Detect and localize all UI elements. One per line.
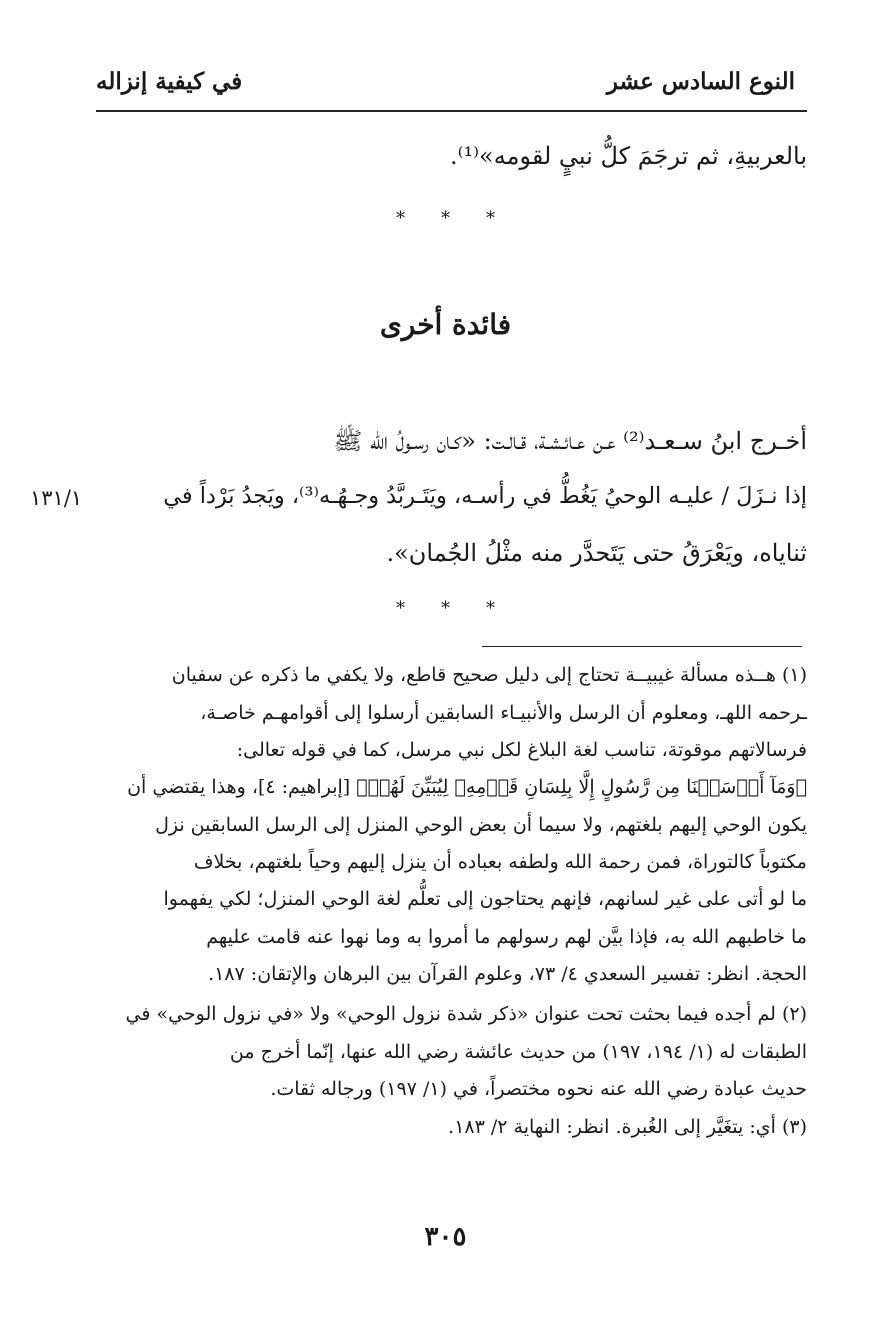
running-header	[96, 68, 795, 108]
stars-divider	[0, 208, 891, 229]
footnote-line: (١) هــذه مسألة غيبيــة تحتاج إلى دليل صحيح قاطع، ولا يكفي ما ذكره عن سفيان	[171, 664, 807, 686]
footnote-line: (٣) أي: يتغَيَّر إلى الغُبرة. انظر: النهاية ٢/ ١٨٣.	[448, 1116, 807, 1138]
main-line: ثناياه، ويَعْرَقُ حتى يَتَحدَّر منه مثْلُ الجُمان».	[386, 539, 807, 567]
footnote-line: الحجة. انظر: تفسير السعدي ٤/ ٧٣، وعلوم القرآن بين البرهان والإتقان: ١٨٧.	[208, 963, 807, 985]
footnote-line: فرسالاتهم موقوتة، تناسب لغة البلاغ لكل نبي مرسل، كما في قوله تعالى:	[236, 739, 807, 761]
footnote-line: (٢) لم أجده فيما بحثت تحت عنوان «ذكر شدة نزول الوحي» ولا «في نزول الوحي» في	[125, 1003, 807, 1025]
star-icon: *	[396, 598, 405, 619]
footnote-line: ما لو أتى على غير لسانهم، فإنهم يحتاجون إلى تعلُّم لغة الوحي المنزل؛ لكي يفهموا	[163, 888, 807, 910]
margin-reference: ١٣١/١	[30, 486, 83, 510]
main-line: أخـرج ابنُ سـعـد⁽²⁾ عـن عـائـشـة، قـالـت: «كـان رسـولُ الله ﷺ	[333, 427, 807, 455]
section-heading: فائدة أخرى	[379, 308, 512, 341]
main-line: إذا نـزَلَ / عليـه الوحيُ يَغُطُّ في رأسـه، ويَتَـربَّدُ وجـهُـه⁽³⁾، ويَجدُ بَرْداً في	[163, 483, 807, 509]
chapter-title: النوع السادس عشر	[606, 68, 795, 95]
star-icon: *	[441, 598, 450, 619]
footnote-line: حديث عبادة رضي الله عنه نحوه مختصراً، في (١/ ١٩٧) ورجاله ثقات.	[270, 1078, 807, 1100]
section-title: في كيفية إنزاله	[96, 68, 243, 95]
footnote-line: ـرحمه اللهـ، ومعلوم أن الرسل والأنبيـاء السابقين أرسلوا إلى أقوامهـم خاصـة،	[200, 702, 807, 724]
page-number: ٣٠٥	[424, 1222, 467, 1252]
footnote-line: ﴿وَمَآ أَرۡسَلۡنَا مِن رَّسُولٍ إِلَّا بِلِسَانِ قَوۡمِهِۦ لِيُبَيِّنَ لَهُمۡ﴾ [إبراهيم: ٤]، وهذا يقتضي أن	[127, 776, 807, 798]
footnote-line: يكون الوحي إليهم بلغتهم، ولا سيما أن بعض الوحي المنزل إلى الرسل السابقين نزل	[155, 814, 807, 836]
footnote-line: الطبقات له (١/ ١٩٤، ١٩٧) من حديث عائشة رضي الله عنها، إنّما أخرج من	[229, 1041, 807, 1063]
footnote-line: مكتوباً كالتوراة، فمن رحمة الله ولطفه بعباده أن ينزل إليهم وحياً بلغتهم، بخلاف	[193, 851, 807, 873]
star-icon: *	[486, 208, 495, 229]
footnote-line: ما خاطبهم الله به، فإذا بيَّن لهم رسولهم ما أمروا به وما نهوا عنه قامت عليهم	[206, 926, 807, 948]
footnote-rule	[482, 646, 802, 647]
star-icon: *	[486, 598, 495, 619]
stars-divider	[0, 598, 891, 619]
header-rule	[96, 110, 807, 112]
body-line: بالعربيةِ، ثم ترجَمَ كلُّ نبيٍ لقومه»⁽¹⁾.	[449, 142, 807, 170]
star-icon: *	[441, 208, 450, 229]
star-icon: *	[396, 208, 405, 229]
